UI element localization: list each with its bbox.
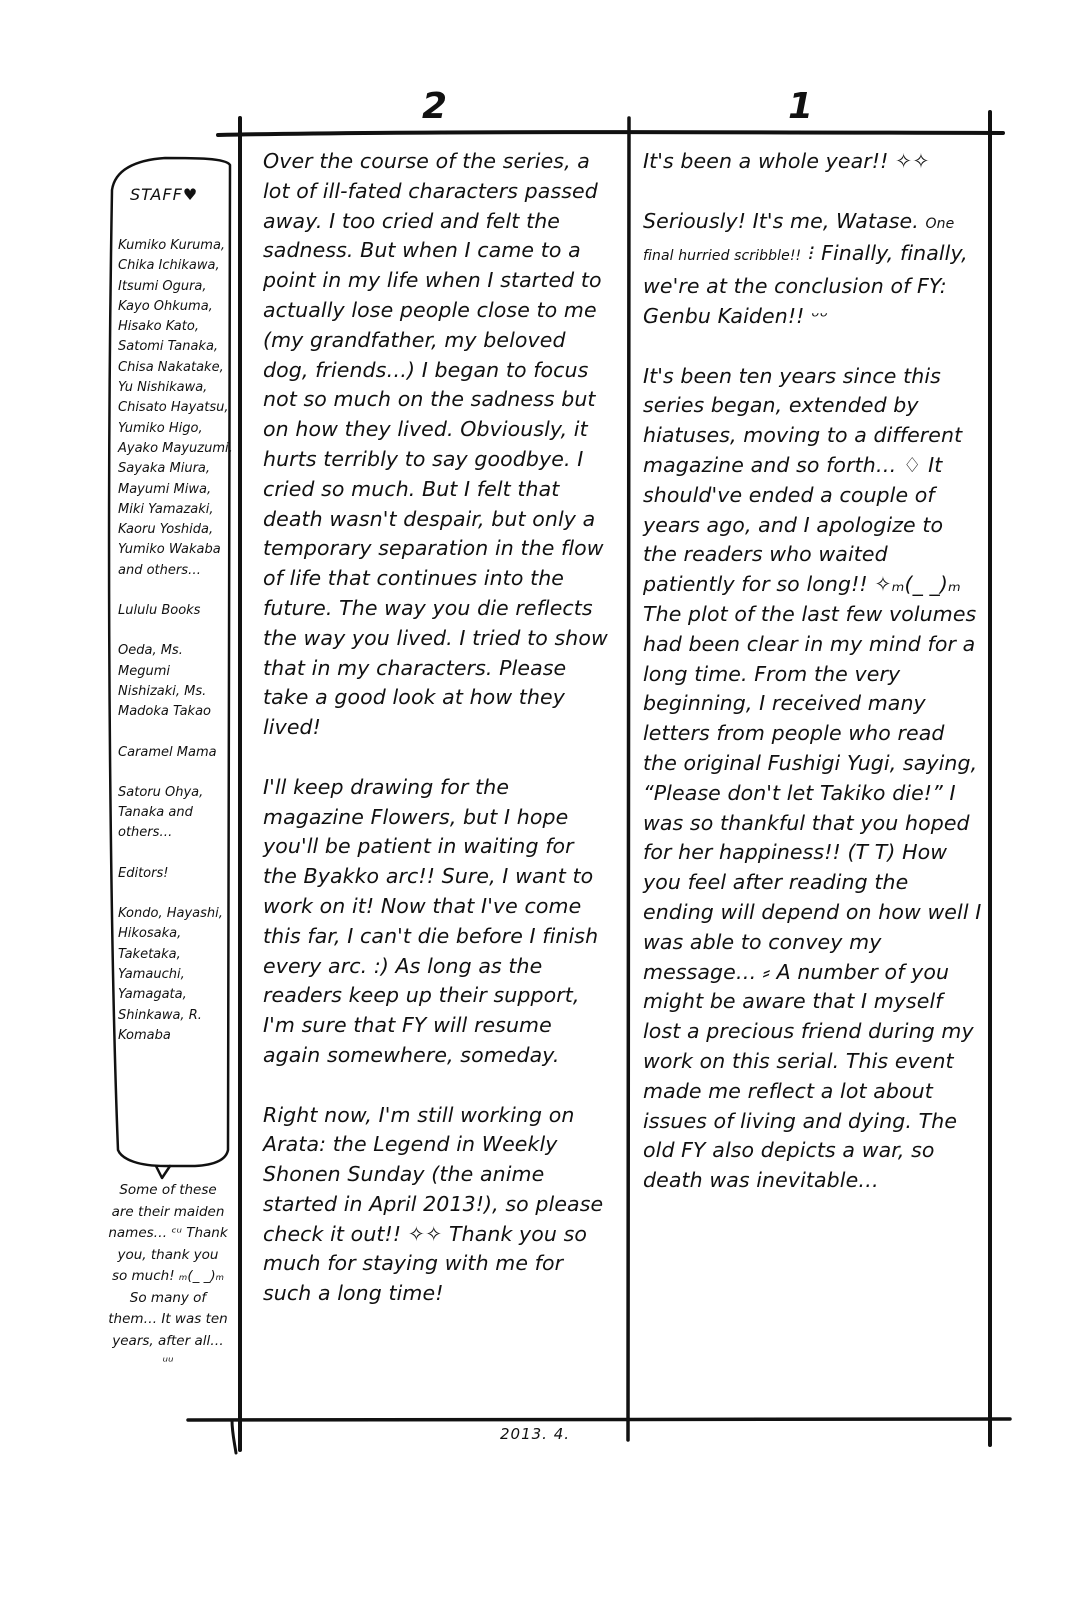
small-aside: One final hurried scribble!!	[643, 215, 955, 265]
text-run: , but I hope you'll be patient in waiting for the Byakko arc!! Sure, I want to work on it! Now that I've come this far, I can't die before I finish every arc. :) As long as the readers keep up their support, I'm sure that FY will resume again somewhere, someday.	[263, 804, 599, 1067]
staff-list	[118, 236, 236, 1046]
text-run: !! ᵕᵕ	[787, 303, 829, 328]
series-title: FY: Genbu Kaiden	[643, 274, 947, 328]
magazine-title: Flowers	[370, 804, 450, 829]
staff-group: Lululu Books	[118, 603, 201, 619]
text-run: Seriously! It's me, Watase.	[643, 208, 919, 233]
column-1-paragraph: It's been a whole year!! ✧✧	[643, 149, 930, 173]
staff-assistants: Kumiko Kuruma, Chika Ichikawa, Itsumi Ogura, Kayo Ohkuma, Hisako Kato, Satomi Tanaka, Chisa Nakatake, Yu Nishikawa, Chisato Hayatsu, Yumiko Higo, Ayako Mayuzumi, Sayaka Miura, Mayumi Miwa, Miki Yamazaki, Kaoru Yoshida, Yumiko Wakaba and others…	[118, 238, 233, 578]
column-1-number: 1	[788, 86, 814, 127]
text-run: , saying, “Please don't let Takiko die!” I was so thankful that you hoped for her happiness!! (T T) How you feel after reading the ending will depend on how well I was able to convey my message… ⸗ A number of you might be aware that I myself lost a precious friend during my work on this serial. This event made me reflect a lot about issues of living and dying. The old FY also depicts a war, so death was inevitable…	[643, 750, 982, 1193]
date-stamp: 2013. 4.	[500, 1425, 571, 1443]
staff-group: Satoru Ohya, Tanaka and others…	[118, 784, 204, 841]
column-1-paragraph	[643, 207, 983, 332]
staff-heading: STAFF♥	[130, 185, 199, 204]
staff-group: Editors!	[118, 865, 169, 881]
staff-group: Oeda, Ms. Megumi Nishizaki, Ms. Madoka Takao	[118, 643, 212, 720]
staff-group: Caramel Mama	[118, 744, 217, 760]
column-2-text	[263, 147, 613, 1309]
column-2-paragraph	[263, 773, 613, 1071]
text-run: ⁝ Finally, finally, we're at the conclusion of	[643, 241, 968, 299]
series-title: Arata: the Legend	[263, 1132, 450, 1157]
column-2-paragraph	[263, 1101, 613, 1310]
column-2-paragraph: Over the course of the series, a lot of ill-fated characters passed away. I too cried and felt the sadness. But when I came to a point in my life when I started to actually lose people close to me (my grandfather, my beloved dog, friends…) I began to focus not so much on the sadness but on how they lived. Obviously, it hurts terribly to say goodbye. I cried so much. But I felt that death wasn't despair, but only a temporary separation in the flow of life that continues into the future. The way you die reflects the way you lived. I tried to show that in my characters. Please take a good look at how they lived!	[263, 149, 608, 740]
text-run: (the anime started in April 2013!), so please check it out!! ✧✧ Thank you so much for staying with me for such a long time!	[263, 1162, 604, 1306]
series-title: Fushigi Yugi	[767, 750, 890, 775]
text-run: I'll keep drawing for the magazine	[263, 774, 510, 829]
staff-note: Some of these are their maiden names… ᶜᵘ Thank you, thank you so much! ₘ(_ _)ₘ So many of them… It was ten years, after all… ᵘᵘ	[108, 1182, 228, 1370]
text-run: in	[456, 1132, 476, 1157]
column-1-paragraph	[643, 362, 983, 1196]
magazine-title: Weekly Shonen Sunday	[263, 1132, 558, 1187]
column-1-text	[643, 147, 983, 1196]
text-run: Right now, I'm still working on	[263, 1102, 575, 1127]
column-2-number: 2	[422, 86, 448, 127]
text-run: It's been ten years since this series began, extended by hiatuses, moving to a different magazine and so forth… ♢ It should've ended a couple of years ago, and I apologize to the readers who waited patiently for so long!! ✧ₘ(_ _)ₘ The plot of the last few volumes had been clear in my mind for a long time. From the very beginning, I received many letters from people who read the original	[643, 363, 977, 775]
staff-group: Kondo, Hayashi, Hikosaka, Taketaka, Yamauchi, Yamagata, Shinkawa, R. Komaba	[118, 906, 223, 1043]
